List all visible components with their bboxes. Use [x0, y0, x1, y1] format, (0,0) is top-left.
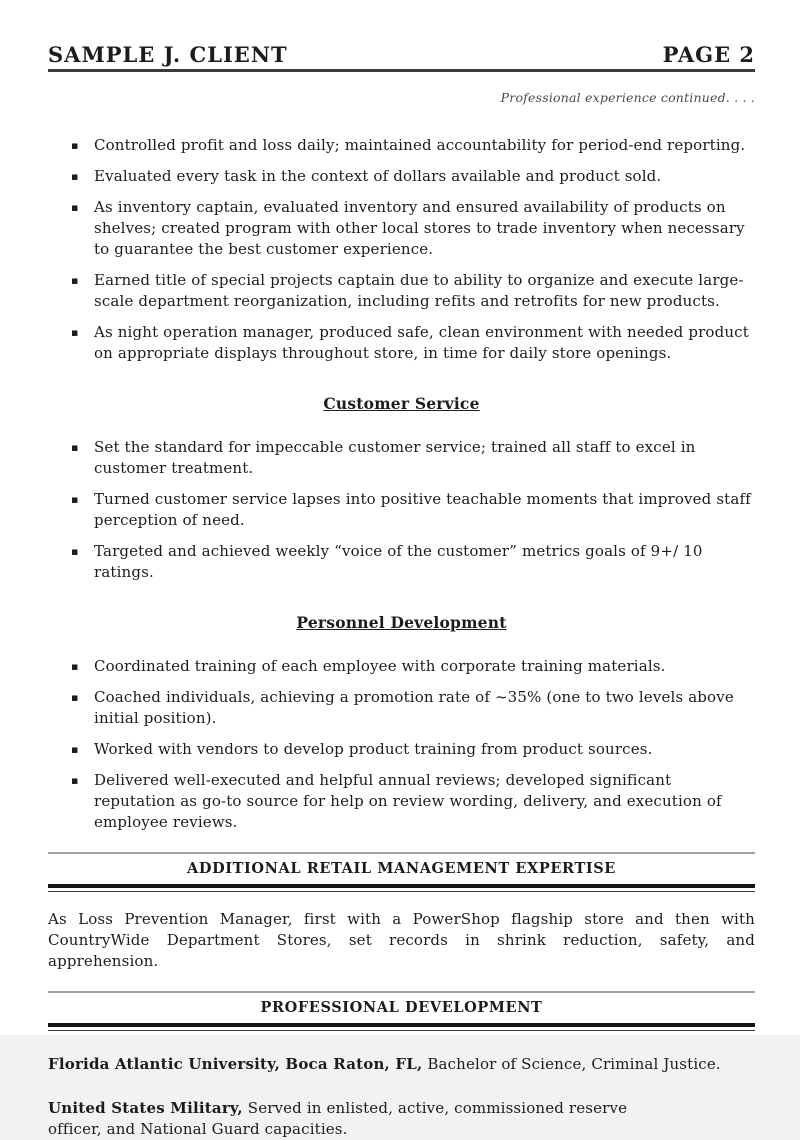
bullet-square-icon: ▪ [71, 170, 79, 183]
page-number: PAGE 2 [662, 42, 755, 67]
bullet-text: Delivered well-executed and helpful annual reviews; developed significant reputation as go-to source for help on review wording, delivery, and execution of employee reviews. [94, 771, 722, 831]
military-entry-rest: Served in enlisted, active, commissioned reserve officer, and National Guard capacities. [48, 1099, 628, 1138]
military-entry [48, 1098, 640, 1140]
additional-expertise-section-header [48, 852, 755, 892]
customer-service-heading: Customer Service [323, 394, 480, 413]
bullet-square-icon: ▪ [71, 326, 79, 339]
bullet-text: As inventory captain, evaluated inventory and ensured availability of products on shelves; created program with other local stores to trade inventory when necessary to guarantee the best customer experience. [94, 198, 745, 258]
bullet-item [48, 489, 755, 531]
education-entry-lead: Florida Atlantic University, Boca Raton, FL, [48, 1055, 423, 1073]
professional-development-heading: PROFESSIONAL DEVELOPMENT [260, 999, 543, 1016]
education-entry [48, 1054, 755, 1075]
personnel-development-bullet-list [48, 656, 755, 833]
military-entry-lead: United States Military, [48, 1099, 243, 1117]
bullet-item [48, 135, 755, 156]
bullet-text: Targeted and achieved weekly “voice of the customer” metrics goals of 9+/ 10 ratings. [94, 542, 703, 581]
candidate-name: SAMPLE J. CLIENT [48, 42, 288, 67]
experience-bullet-list [48, 135, 755, 364]
bullet-square-icon: ▪ [71, 545, 79, 558]
bullet-text: Set the standard for impeccable customer service; trained all staff to excel in customer treatment. [94, 438, 696, 477]
bullet-square-icon: ▪ [71, 493, 79, 506]
bullet-item [48, 770, 755, 833]
bullet-square-icon: ▪ [71, 274, 79, 287]
bullet-square-icon: ▪ [71, 139, 79, 152]
bullet-item [48, 541, 755, 583]
professional-development-section-header [48, 991, 755, 1031]
bullet-text: Controlled profit and loss daily; maintained accountability for period-end reporting. [94, 136, 746, 154]
bullet-square-icon: ▪ [71, 691, 79, 704]
bullet-text: Earned title of special projects captain due to ability to organize and execute large-scale department reorganization, including refits and retrofits for new products. [94, 271, 744, 310]
bullet-item [48, 197, 755, 260]
additional-expertise-heading: ADDITIONAL RETAIL MANAGEMENT EXPERTISE [187, 860, 616, 877]
thick-rule [48, 884, 755, 892]
thick-rule [48, 1023, 755, 1031]
page-header [48, 44, 755, 72]
bullet-item [48, 166, 755, 187]
bullet-text: Turned customer service lapses into positive teachable moments that improved staff perception of need. [94, 490, 751, 529]
bullet-text: Coordinated training of each employee with corporate training materials. [94, 657, 666, 675]
bullet-text: Evaluated every task in the context of dollars available and product sold. [94, 167, 662, 185]
bullet-square-icon: ▪ [71, 441, 79, 454]
bullet-text: Worked with vendors to develop product training from product sources. [94, 740, 653, 758]
bullet-item [48, 739, 755, 760]
personnel-development-heading: Personnel Development [296, 613, 507, 632]
bullet-item [48, 437, 755, 479]
bullet-item [48, 656, 755, 677]
education-entry-rest: Bachelor of Science, Criminal Justice. [422, 1055, 721, 1073]
bullet-text: As night operation manager, produced safe, clean environment with needed product on appropriate displays throughout store, in time for daily store openings. [94, 323, 749, 362]
bullet-square-icon: ▪ [71, 660, 79, 673]
bullet-item [48, 687, 755, 729]
bullet-square-icon: ▪ [71, 743, 79, 756]
bullet-item [48, 270, 755, 312]
bullet-text: Coached individuals, achieving a promotion rate of ~35% (one to two levels above initial position). [94, 688, 734, 727]
customer-service-bullet-list [48, 437, 755, 583]
additional-expertise-paragraph: As Loss Prevention Manager, first with a PowerShop flagship store and then with CountryWide Department Stores, set records in shrink reduction, safety, and apprehension. [48, 910, 755, 970]
continuation-note: Professional experience continued. . . . [500, 90, 755, 105]
bullet-square-icon: ▪ [71, 774, 79, 787]
bullet-square-icon: ▪ [71, 201, 79, 214]
bullet-item [48, 322, 755, 364]
